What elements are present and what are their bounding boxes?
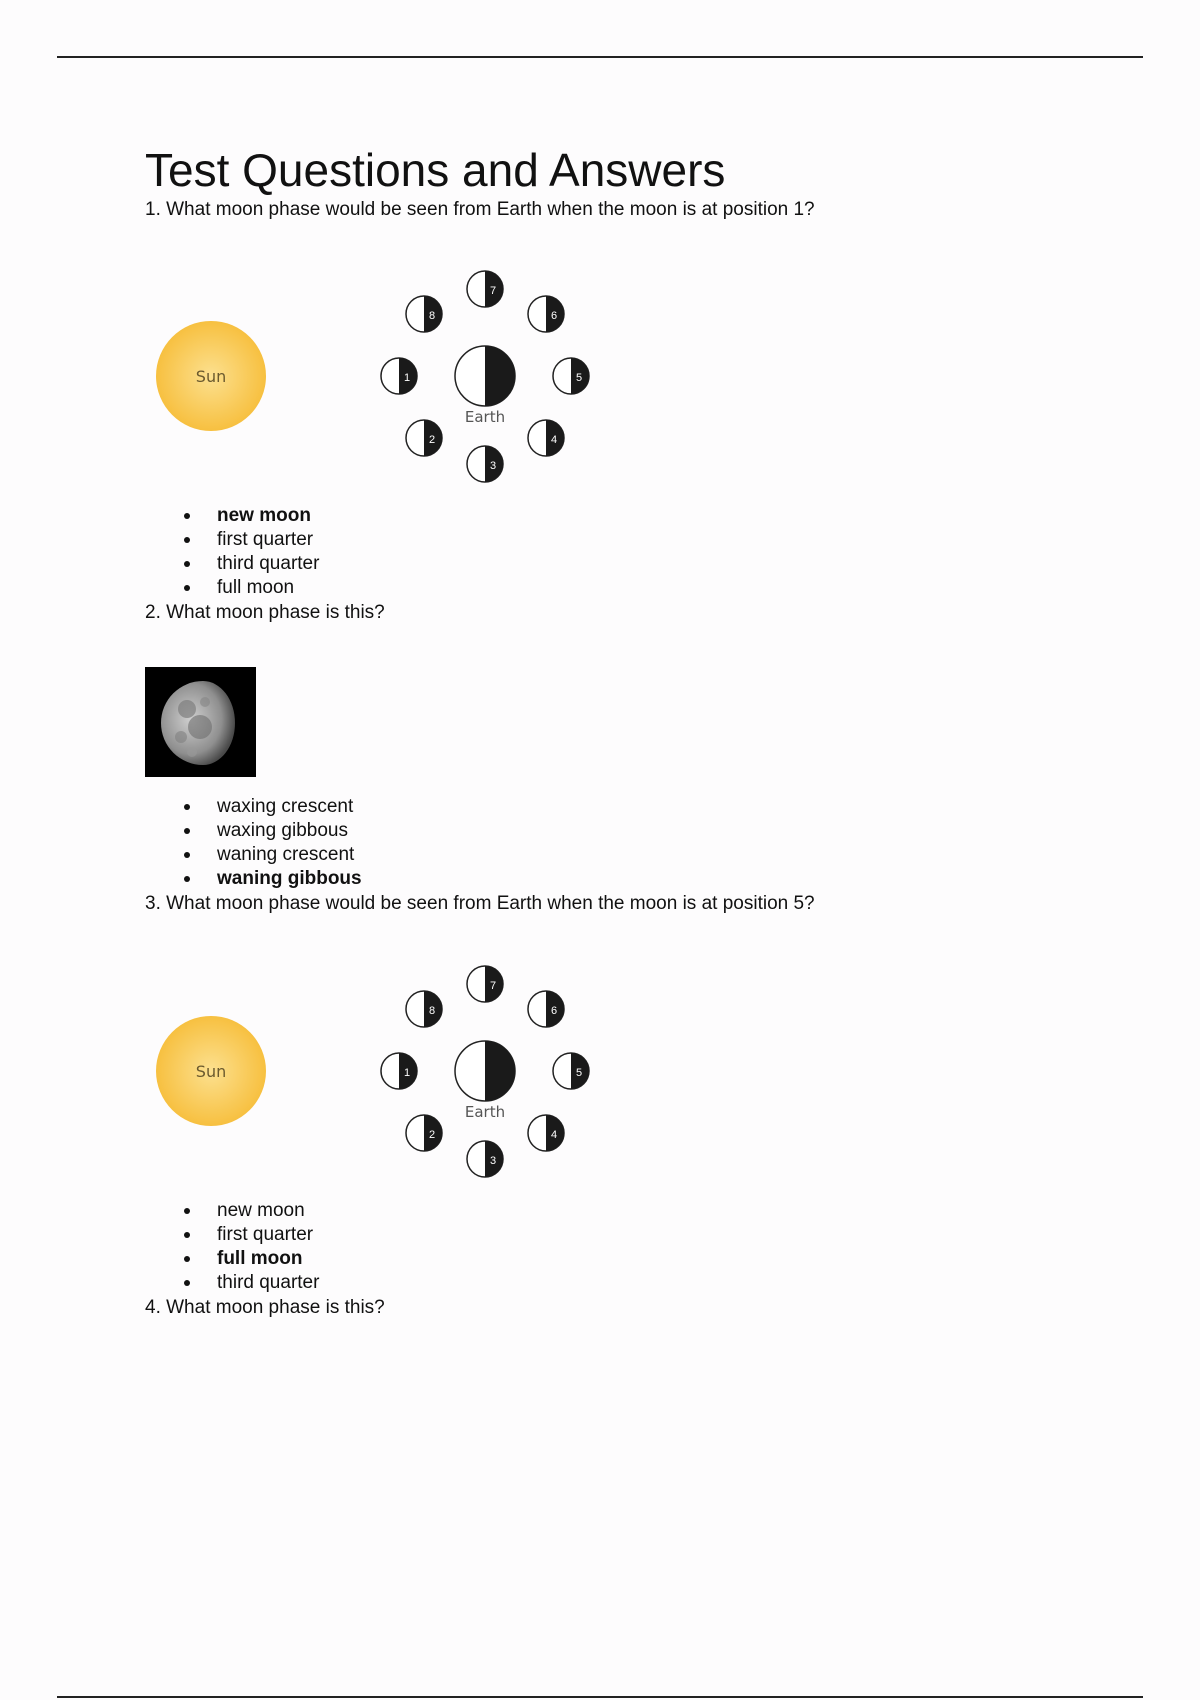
bullet-icon [184, 852, 190, 858]
moon-number: 5 [575, 1067, 583, 1079]
moon-8-icon [406, 296, 442, 332]
bullet-icon [184, 561, 190, 567]
moon-number: 7 [489, 980, 497, 992]
question-1-text: 1. What moon phase would be seen from Earth when the moon is at position 1? [145, 199, 815, 220]
option-label: first quarter [217, 529, 314, 550]
moon-1-icon [381, 358, 417, 394]
moon-number: 1 [403, 372, 411, 384]
moon-number: 3 [489, 1155, 497, 1167]
sun-label: Sun [195, 367, 227, 386]
moon-6-icon [528, 991, 564, 1027]
bullet-icon [184, 1232, 190, 1238]
option-item [145, 1223, 319, 1247]
option-label: first quarter [217, 1224, 314, 1245]
sun-icon [156, 321, 266, 431]
option-label: waxing gibbous [217, 820, 348, 841]
moon-number: 6 [550, 310, 558, 322]
option-item [145, 1199, 319, 1223]
option-item [145, 1247, 319, 1271]
moon-orbit-diagram-1 [145, 263, 615, 483]
top-rule [57, 56, 1143, 58]
option-item [145, 504, 319, 528]
sun-icon [156, 1016, 266, 1126]
moon-number: 3 [489, 460, 497, 472]
moon-number: 4 [550, 1129, 558, 1141]
moon-orbit-diagram-2 [145, 958, 615, 1178]
bullet-icon [184, 828, 190, 834]
bullet-icon [184, 513, 190, 519]
option-item [145, 552, 319, 576]
page-title: Test Questions and Answers [145, 144, 726, 196]
option-label: new moon [217, 1200, 305, 1221]
option-label: third quarter [217, 553, 320, 574]
sun-label: Sun [195, 1062, 227, 1081]
moon-number: 7 [489, 285, 497, 297]
bullet-icon [184, 585, 190, 591]
option-item [145, 843, 362, 867]
option-label: third quarter [217, 1272, 320, 1293]
option-item [145, 867, 362, 891]
moon-5-icon [553, 1053, 589, 1089]
moon-4-icon [528, 1115, 564, 1151]
moon-7-icon [467, 966, 503, 1002]
bullet-icon [184, 876, 190, 882]
option-label: waning crescent [217, 844, 355, 865]
moon-3-icon [467, 1141, 503, 1177]
bullet-icon [184, 537, 190, 543]
question-4-text: 4. What moon phase is this? [145, 1297, 385, 1318]
option-label: full moon [217, 1248, 303, 1269]
bottom-rule [57, 1696, 1143, 1698]
option-item [145, 528, 319, 552]
bullet-icon [184, 1208, 190, 1214]
moon-number: 1 [403, 1067, 411, 1079]
option-item [145, 576, 319, 600]
moon-7-icon [467, 271, 503, 307]
question-1-options [145, 504, 319, 600]
moon-photo-image [145, 667, 256, 777]
moon-2-icon [406, 420, 442, 456]
bullet-icon [184, 804, 190, 810]
question-2-options [145, 795, 362, 891]
option-item [145, 1271, 319, 1295]
option-label: waning gibbous [217, 868, 362, 889]
option-item [145, 795, 362, 819]
moon-8-icon [406, 991, 442, 1027]
bullet-icon [184, 1256, 190, 1262]
option-label: full moon [217, 577, 295, 598]
earth-label: Earth [464, 1103, 506, 1121]
moon-3-icon [467, 446, 503, 482]
bullet-icon [184, 1280, 190, 1286]
option-item [145, 819, 362, 843]
moon-number: 4 [550, 434, 558, 446]
question-2-text: 2. What moon phase is this? [145, 602, 385, 623]
moon-number: 2 [428, 1129, 436, 1141]
question-3-options [145, 1199, 319, 1295]
moon-1-icon [381, 1053, 417, 1089]
earth-icon [455, 346, 515, 426]
option-label: new moon [217, 505, 311, 526]
moon-number: 8 [428, 1005, 436, 1017]
moon-number: 6 [550, 1005, 558, 1017]
question-3-text: 3. What moon phase would be seen from Earth when the moon is at position 5? [145, 893, 815, 914]
moon-5-icon [553, 358, 589, 394]
earth-label: Earth [464, 408, 506, 426]
moon-4-icon [528, 420, 564, 456]
moon-6-icon [528, 296, 564, 332]
moon-number: 8 [428, 310, 436, 322]
moon-2-icon [406, 1115, 442, 1151]
option-label: waxing crescent [217, 796, 354, 817]
moon-number: 5 [575, 372, 583, 384]
earth-icon [455, 1041, 515, 1121]
moon-number: 2 [428, 434, 436, 446]
